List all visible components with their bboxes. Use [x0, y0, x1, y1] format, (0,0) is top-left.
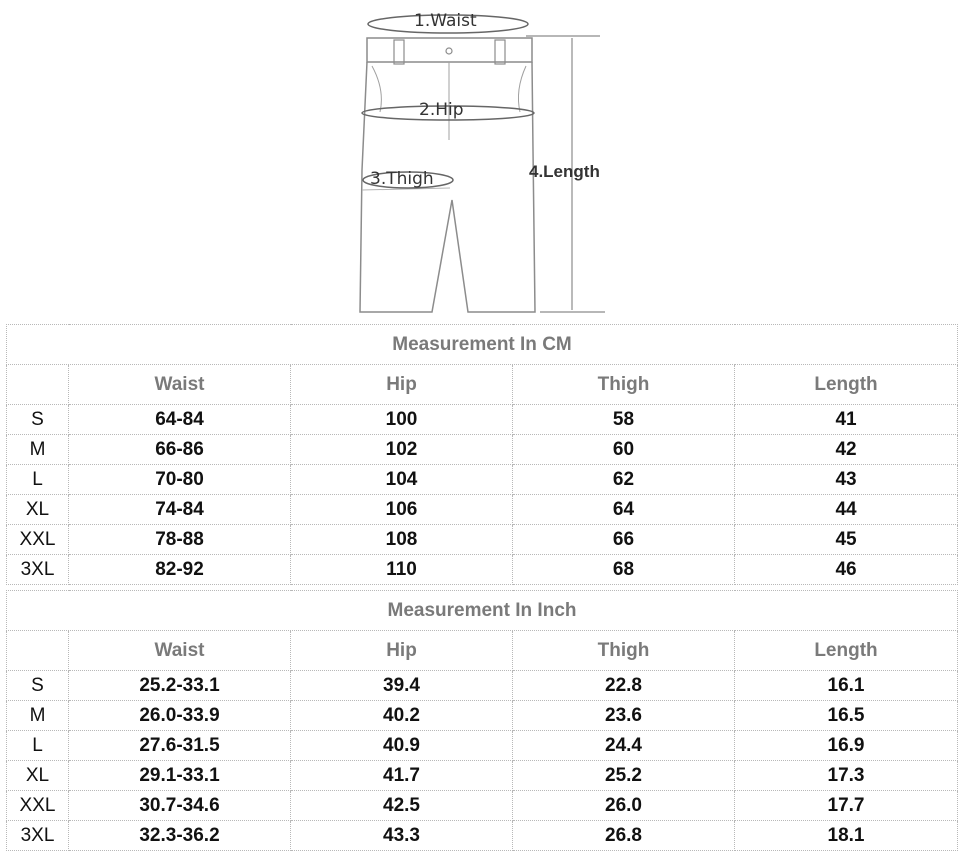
hip-cell: 102 [291, 435, 513, 465]
hip-cell: 110 [291, 555, 513, 585]
size-cell: L [7, 731, 69, 761]
table-row [7, 465, 958, 495]
table-row [7, 405, 958, 435]
column-header [7, 631, 69, 671]
thigh-cell: 22.8 [513, 671, 735, 701]
column-header-waist: Waist [69, 631, 291, 671]
hip-cell: 106 [291, 495, 513, 525]
column-header-hip: Hip [291, 631, 513, 671]
thigh-cell: 23.6 [513, 701, 735, 731]
table-title: Measurement In CM [7, 325, 958, 365]
length-cell: 44 [735, 495, 958, 525]
size-cell: XXL [7, 525, 69, 555]
size-cell: XL [7, 495, 69, 525]
size-cell: M [7, 701, 69, 731]
table-header-row [7, 631, 958, 671]
hip-cell: 42.5 [291, 791, 513, 821]
column-header-length: Length [735, 365, 958, 405]
column-header [7, 365, 69, 405]
size-cell: 3XL [7, 821, 69, 851]
table-row [7, 435, 958, 465]
length-cell: 17.3 [735, 761, 958, 791]
size-cell: S [7, 671, 69, 701]
table-row [7, 761, 958, 791]
thigh-cell: 62 [513, 465, 735, 495]
thigh-cell: 24.4 [513, 731, 735, 761]
length-cell: 43 [735, 465, 958, 495]
table-row [7, 525, 958, 555]
hip-label: 2.Hip [419, 100, 464, 120]
column-header-thigh: Thigh [513, 631, 735, 671]
table-row [7, 671, 958, 701]
waist-cell: 78-88 [69, 525, 291, 555]
table-header-row [7, 365, 958, 405]
measurement-table-cm [6, 324, 958, 585]
thigh-cell: 26.0 [513, 791, 735, 821]
column-header-thigh: Thigh [513, 365, 735, 405]
thigh-cell: 26.8 [513, 821, 735, 851]
hip-cell: 40.9 [291, 731, 513, 761]
thigh-cell: 64 [513, 495, 735, 525]
size-cell: 3XL [7, 555, 69, 585]
length-cell: 16.5 [735, 701, 958, 731]
length-cell: 45 [735, 525, 958, 555]
length-cell: 16.1 [735, 671, 958, 701]
column-header-hip: Hip [291, 365, 513, 405]
size-cell: L [7, 465, 69, 495]
length-cell: 17.7 [735, 791, 958, 821]
thigh-cell: 66 [513, 525, 735, 555]
shorts-illustration [350, 0, 620, 318]
length-cell: 42 [735, 435, 958, 465]
hip-cell: 39.4 [291, 671, 513, 701]
thigh-cell: 68 [513, 555, 735, 585]
shorts-diagram [350, 0, 620, 318]
size-cell: S [7, 405, 69, 435]
waist-cell: 29.1-33.1 [69, 761, 291, 791]
waist-cell: 32.3-36.2 [69, 821, 291, 851]
hip-cell: 100 [291, 405, 513, 435]
hip-cell: 108 [291, 525, 513, 555]
length-cell: 16.9 [735, 731, 958, 761]
length-cell: 41 [735, 405, 958, 435]
thigh-label: 3.Thigh [370, 169, 434, 189]
table-row [7, 731, 958, 761]
table-title: Measurement In Inch [7, 591, 958, 631]
measurement-table-inch [6, 590, 958, 851]
size-cell: XL [7, 761, 69, 791]
hip-cell: 43.3 [291, 821, 513, 851]
table-row [7, 791, 958, 821]
table-row [7, 555, 958, 585]
waist-cell: 64-84 [69, 405, 291, 435]
length-cell: 18.1 [735, 821, 958, 851]
size-cell: M [7, 435, 69, 465]
column-header-length: Length [735, 631, 958, 671]
column-header-waist: Waist [69, 365, 291, 405]
thigh-cell: 58 [513, 405, 735, 435]
waist-cell: 30.7-34.6 [69, 791, 291, 821]
length-cell: 46 [735, 555, 958, 585]
waist-cell: 74-84 [69, 495, 291, 525]
thigh-cell: 25.2 [513, 761, 735, 791]
length-label: 4.Length [529, 162, 600, 181]
thigh-cell: 60 [513, 435, 735, 465]
waist-cell: 26.0-33.9 [69, 701, 291, 731]
waist-cell: 82-92 [69, 555, 291, 585]
waist-cell: 66-86 [69, 435, 291, 465]
hip-cell: 40.2 [291, 701, 513, 731]
size-cell: XXL [7, 791, 69, 821]
table-row [7, 495, 958, 525]
table-row [7, 701, 958, 731]
hip-cell: 104 [291, 465, 513, 495]
hip-cell: 41.7 [291, 761, 513, 791]
table-row [7, 821, 958, 851]
waist-label: 1.Waist [414, 11, 477, 31]
waist-cell: 25.2-33.1 [69, 671, 291, 701]
waist-cell: 70-80 [69, 465, 291, 495]
waist-cell: 27.6-31.5 [69, 731, 291, 761]
